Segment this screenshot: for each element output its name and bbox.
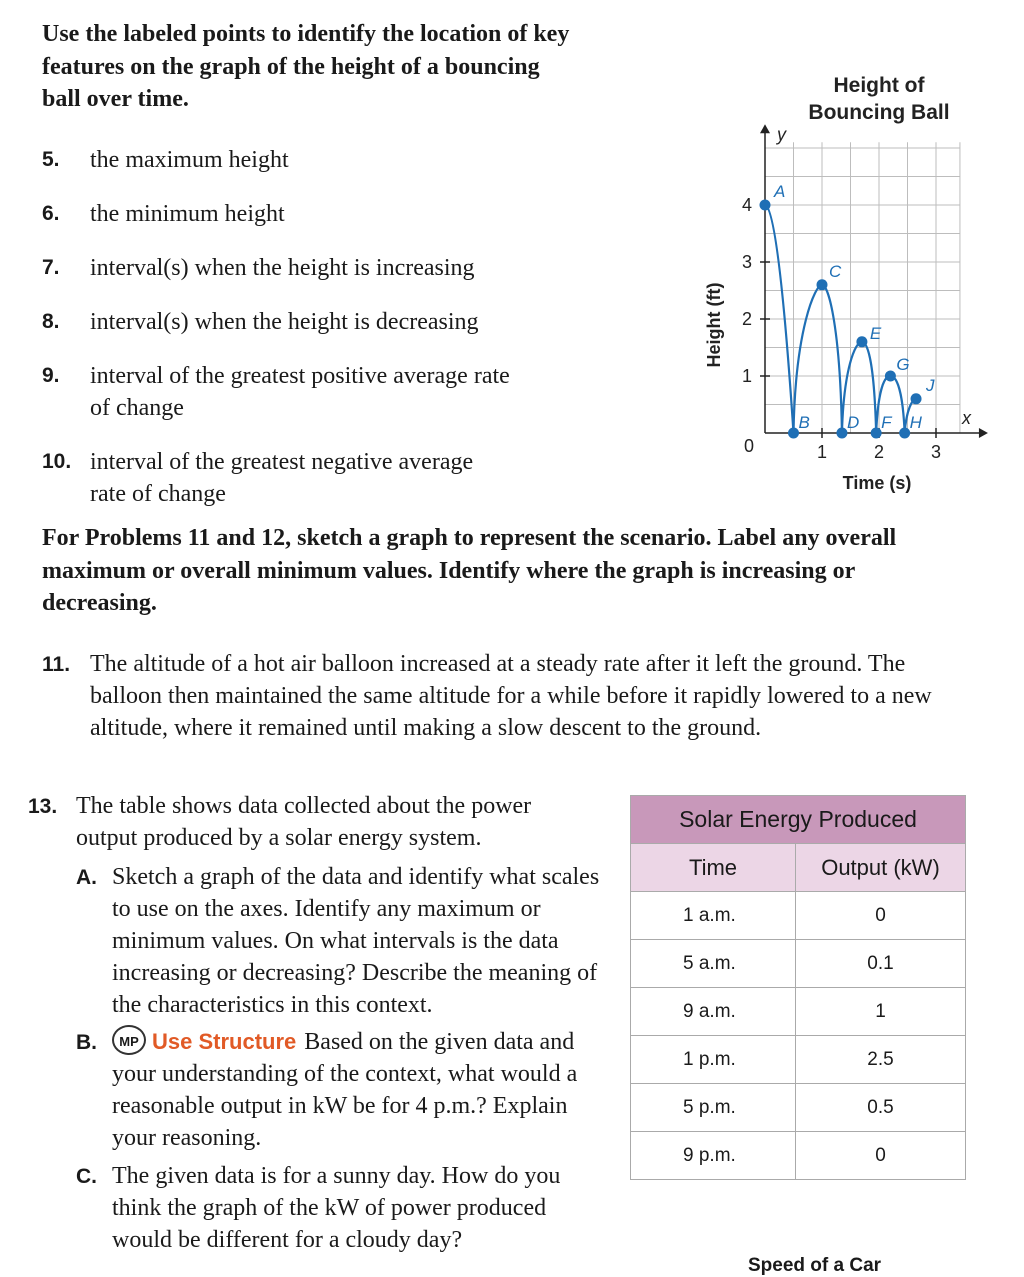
time-cell: 5 a.m. [631,940,796,988]
output-cell: 1 [796,988,966,1036]
origin-label: 0 [743,436,755,456]
point-h [899,428,910,439]
y-tick-label: 4 [741,195,753,215]
y-tick-label: 2 [741,309,753,329]
point-j [911,393,922,404]
time-cell: 5 p.m. [631,1084,796,1132]
point-c [817,279,828,290]
question-number: 8. [42,310,60,333]
table-row [631,940,966,988]
point-d [836,428,847,439]
x-tick-label: 3 [930,442,942,462]
mp-badge-icon: MP [112,1025,146,1055]
question-text: The table shows data collected about the power output produced by a solar energy system. [76,793,532,851]
question-number: 7. [42,256,60,279]
point-b [788,428,799,439]
part-label: B. [76,1031,97,1054]
question-text: interval(s) when the height is decreasing [90,309,479,335]
question-text: interval of the greatest negative average rate of change [90,449,474,507]
x-tick-label: 2 [873,442,885,462]
point-label: A [774,182,786,201]
solar-energy-table [630,795,966,1180]
question-text: the minimum height [90,201,285,227]
time-cell: 1 a.m. [631,892,796,940]
time-cell: 1 p.m. [631,1036,796,1084]
question-number: 6. [42,202,60,225]
question-text: interval of the greatest positive average rate of change [90,363,510,421]
output-cell: 0 [796,1132,966,1180]
table-header-output: Output (kW) [796,844,966,892]
part-text: The given data is for a sunny day. How do you think the graph of the kW of power produced would be different for a cloudy day? [112,1163,561,1253]
instructions: For Problems 11 and 12, sketch a graph to represent the scenario. Label any overall maximum or overall minimum values. Identify where the graph is increasing or decreasing. [42,525,897,616]
table-row [631,1132,966,1180]
point-f [871,428,882,439]
y-axis-arrow-icon [760,124,770,133]
output-cell: 0 [796,892,966,940]
point-label: C [829,261,842,281]
table-title: Solar Energy Produced [631,796,966,844]
x-axis-arrow-icon [979,428,988,438]
bouncing-ball-chart [690,62,1010,502]
table-header-time: Time [631,844,796,892]
question-number: 5. [42,148,60,171]
point-g [885,371,896,382]
question-number: 13. [28,795,58,818]
question-number: 9. [42,364,60,387]
point-label: E [869,323,882,343]
question-number: 11. [42,653,71,676]
output-cell: 2.5 [796,1036,966,1084]
chart-title: Bouncing Ball [808,101,950,124]
point-label: F [881,413,892,432]
point-label: D [846,413,860,432]
part-text: Sketch a graph of the data and identify what scales to use on the axes. Identify any maximum or minimum values. On what intervals is the data increasing or decreasing? Describe the meaning of the characteristics in this context. [112,864,600,1018]
time-cell: 9 p.m. [631,1132,796,1180]
point-label: H [909,413,922,432]
question-text: The altitude of a hot air balloon increased at a steady rate after it left the ground. The balloon then maintained the same altitude for a while before it rapidly lowered to a new altitude, where it remained until making a slow descent to the ground. [90,651,932,741]
chart-title: Height of [833,74,925,97]
output-cell: 0.1 [796,940,966,988]
table-row [631,1084,966,1132]
table-row [631,988,966,1036]
point-a [760,200,771,211]
part-label: A. [76,866,97,889]
point-e [856,336,867,347]
question-text: interval(s) when the height is increasing [90,255,475,281]
output-cell: 0.5 [796,1084,966,1132]
point-label: G [896,355,910,374]
chart-ylabel: Height (ft) [704,282,724,368]
chart-points [760,182,936,439]
part-b-body: Based on the given data and your understanding of the context, what would a reasonable output in kW be for 4 p.m.? Explain your reasoning. [112,1029,578,1152]
question-text: the maximum height [90,147,289,173]
question-number: 10. [42,450,72,473]
next-chart-title-peek: Speed of a Car [748,1255,882,1276]
intro-text: Use the labeled points to identify the location of key features on the graph of the height of a bouncing ball over time. [42,21,570,112]
part-label: C. [76,1165,97,1188]
part-text [112,1026,602,1154]
x-tick-label: 1 [816,442,828,462]
point-label: B [798,413,810,432]
y-tick-label: 1 [741,366,753,386]
chart-xlabel: Time (s) [842,473,912,493]
x-axis-letter: x [961,408,971,428]
chart-axes [742,124,988,462]
y-tick-label: 3 [741,252,753,272]
y-axis-letter: y [777,124,786,145]
table-row [631,892,966,940]
point-label: J [926,375,935,395]
use-structure-heading: Use Structure [152,1029,297,1054]
time-cell: 9 a.m. [631,988,796,1036]
table-row [631,1036,966,1084]
